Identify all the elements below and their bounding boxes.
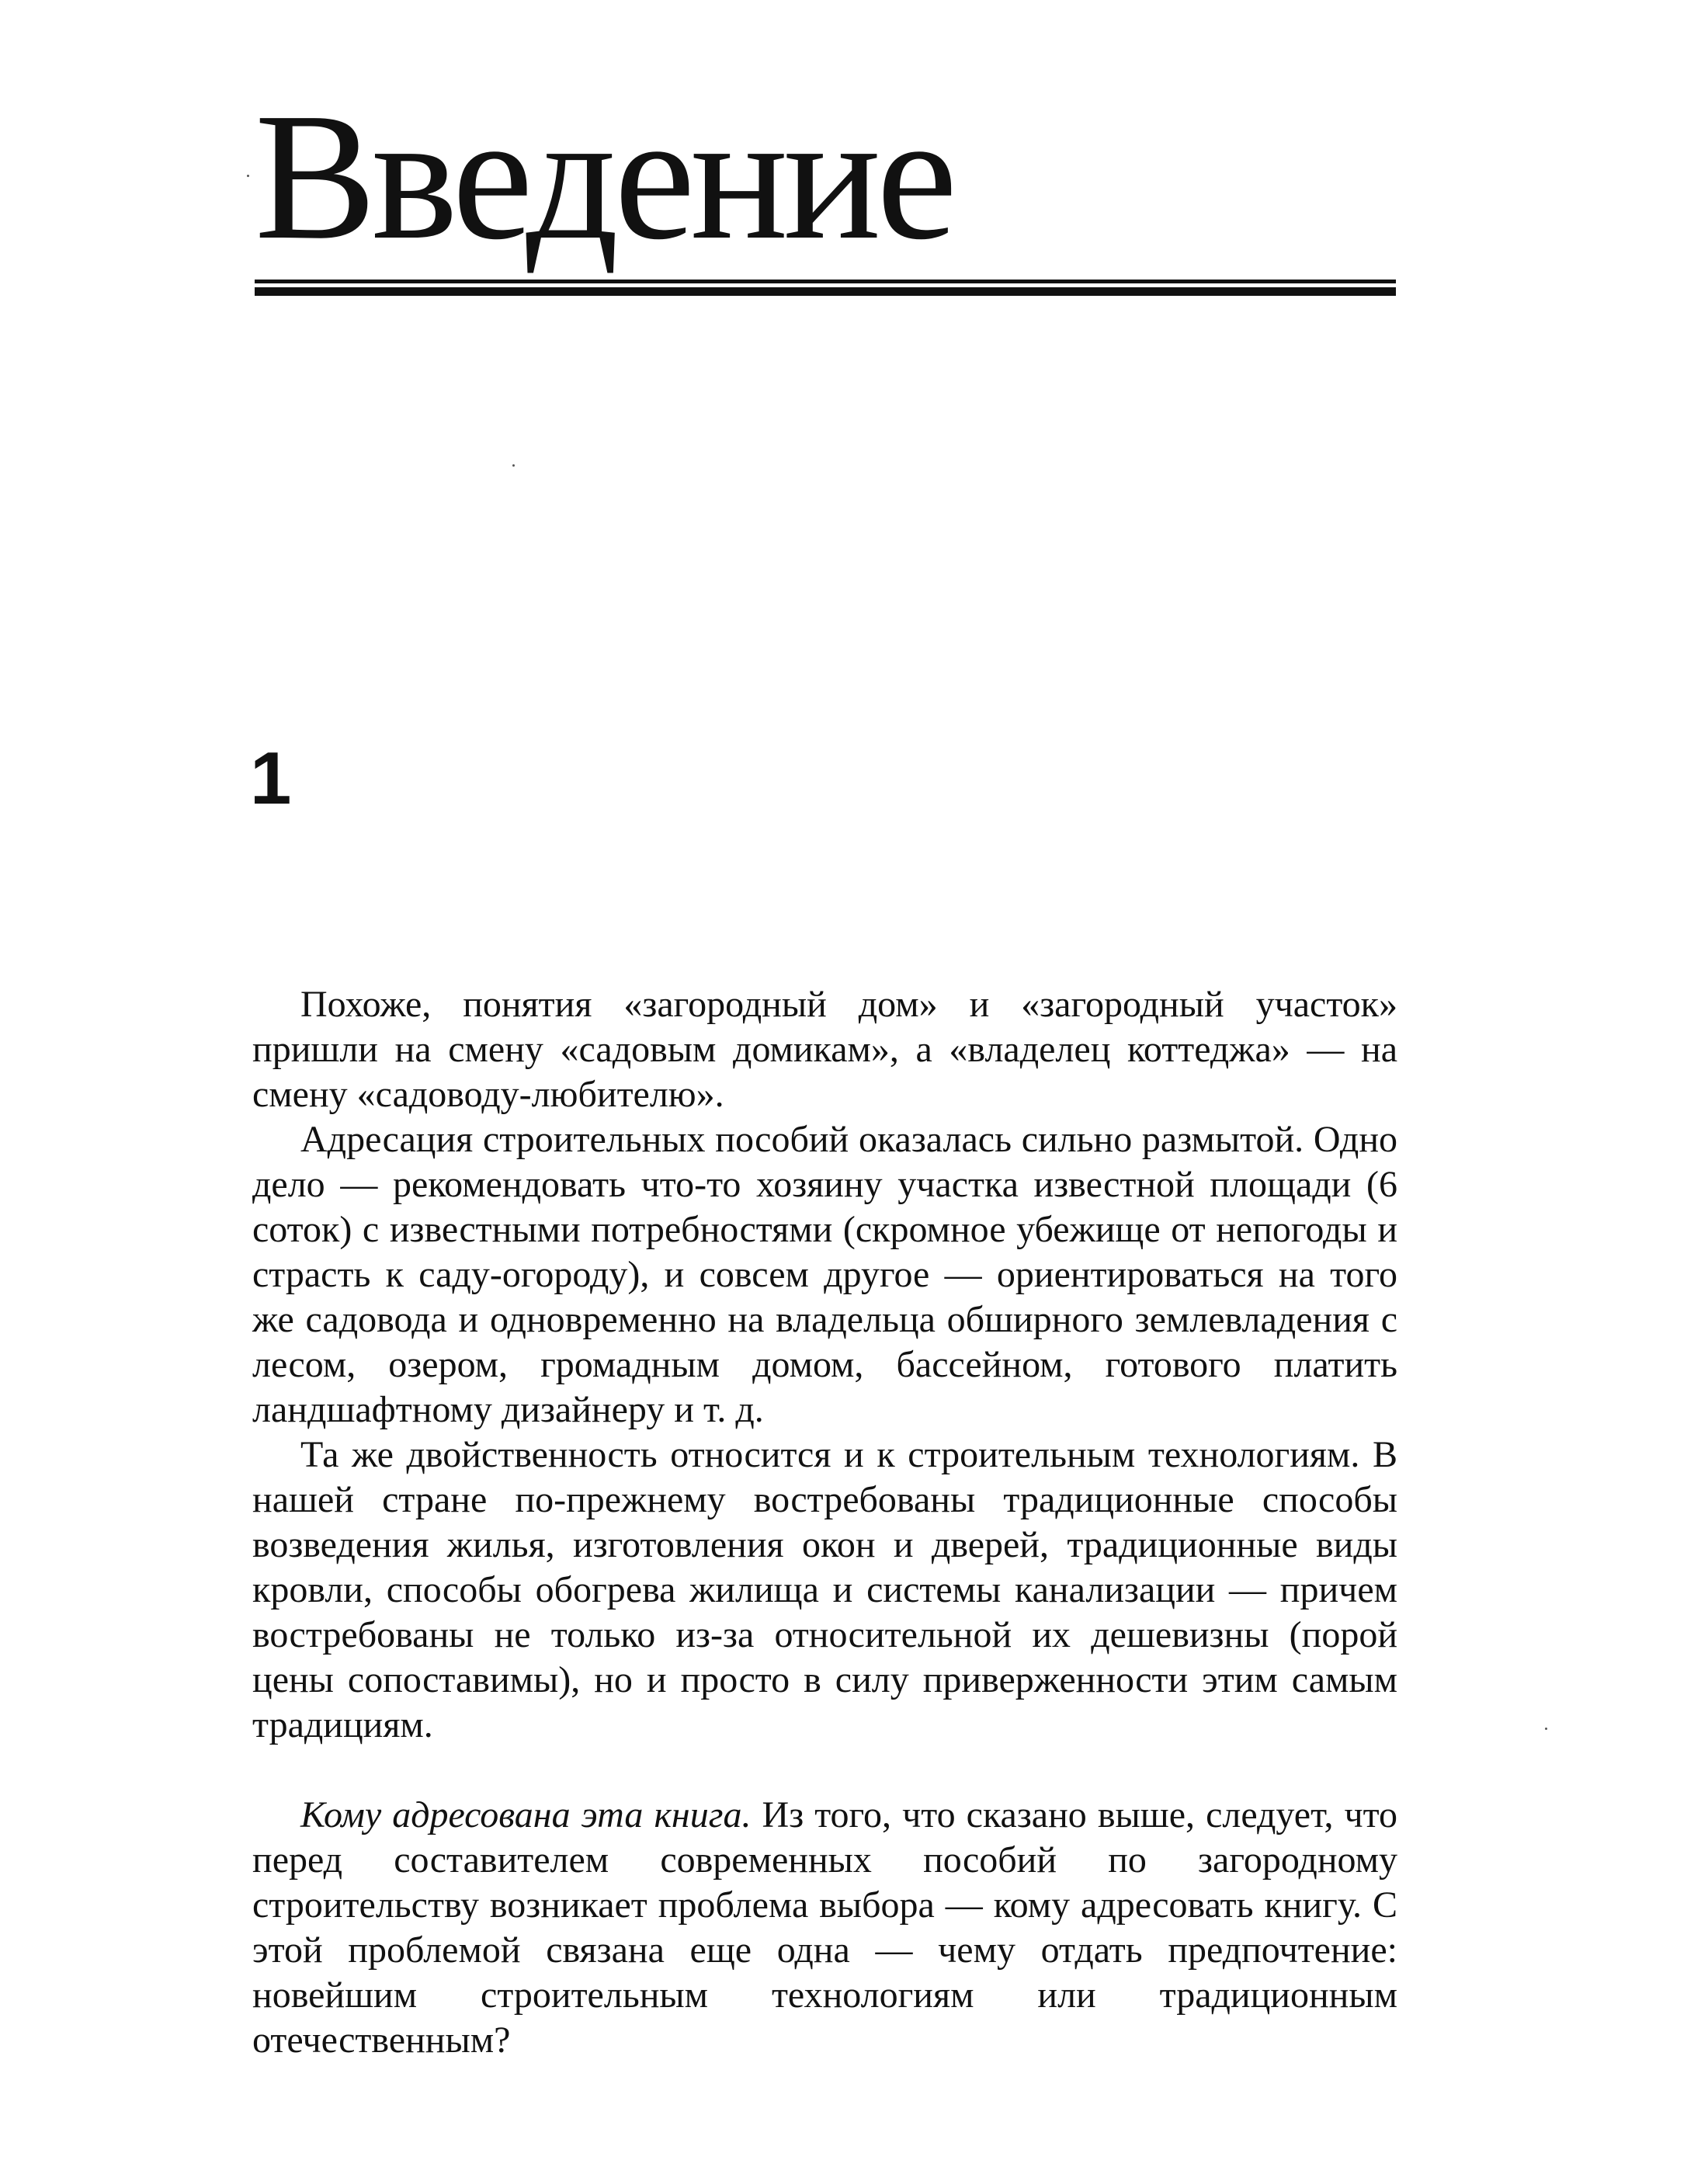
paragraph-3: Та же двойственность относится и к строительным технологиям. В нашей стране по-прежнему востребованы традиционные способы возведения жилья, изготовления окон и дверей, традиционные виды кровли, способы обогрева жилища и системы канализации — причем востребованы не только из-за относительной их дешевизны (порой цены сопоставимы), но и просто в силу приверженности этим самым традициям. (252, 1434, 1397, 1745)
paragraph-2: Адресация строительных пособий оказалась сильно размытой. Одно дело — рекомендовать что-то хозяину участка известной площади (6 соток) с известными потребностями (скромное убежище от непогоды и страсть к саду-огороду), и совсем другое — ориентироваться на того же садовода и одновременно на владельца обширного землевладения с лесом, озером, громадным домом, бассейном, готового платить ландшафтному дизайнеру и т. д. (252, 1119, 1397, 1430)
title-underline-thick (255, 287, 1396, 296)
paragraph-4 (252, 1793, 1397, 2063)
scan-speck (512, 464, 515, 467)
paragraph-4-lead: Кому адресована эта книга. (300, 1794, 752, 1835)
body-text (252, 982, 1397, 2063)
paragraph-1: Похоже, понятия «загородный дом» и «загородный участок» пришли на смену «садовым домикам», а «владелец коттеджа» — на смену «садоводу-любителю». (252, 984, 1397, 1115)
chapter-number: 1 (250, 737, 292, 820)
paragraph-4-text: Из того, что сказано выше, следует, что перед составителем современных пособий по загородному строительству возникает проблема выбора — кому адресовать книгу. С этой проблемой связана еще одна — чему отдать предпочтение: новейшим строительным технологиям или традиционным отечественным? (252, 1794, 1398, 2061)
page-title: Введение (255, 75, 953, 277)
title-underline (255, 280, 1396, 296)
scan-speck (247, 175, 249, 177)
title-underline-thin (255, 280, 1396, 283)
scan-speck (1545, 1728, 1547, 1730)
